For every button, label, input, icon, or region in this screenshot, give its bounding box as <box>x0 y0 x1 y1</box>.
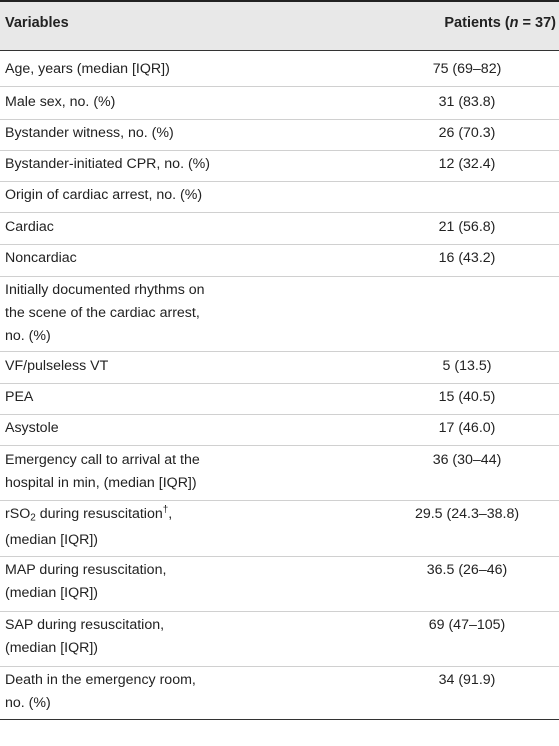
row-value: 69 (47–105) <box>428 617 506 633</box>
row-label: VF/pulseless VT <box>5 358 109 374</box>
row-value: 75 (69–82) <box>432 61 502 77</box>
label-text: during resuscitation <box>35 506 163 522</box>
row-divider <box>0 383 559 384</box>
row-label-line: MAP during resuscitation, <box>5 562 167 578</box>
row-label <box>5 614 295 660</box>
header-rule <box>0 50 559 51</box>
row-divider <box>0 150 559 151</box>
dagger-mark: † <box>162 504 169 516</box>
row-divider <box>0 181 559 182</box>
row-value: 21 (56.8) <box>438 219 496 235</box>
row-value: 34 (91.9) <box>438 672 496 688</box>
row-divider <box>0 500 559 501</box>
row-value: 29.5 (24.3–38.8) <box>414 506 520 522</box>
row-label-line: Death in the emergency room, <box>5 672 196 688</box>
row-value: 16 (43.2) <box>438 250 496 266</box>
header-patients-suffix: = 37) <box>518 15 556 31</box>
row-label-line: (median [IQR]) <box>5 640 99 656</box>
row-label <box>5 279 295 348</box>
row-label: Bystander witness, no. (%) <box>5 125 174 141</box>
row-divider <box>0 666 559 667</box>
row-label-line: (median [IQR]) <box>5 532 99 549</box>
row-divider <box>0 414 559 415</box>
label-text: rSO <box>5 506 31 522</box>
row-label-line: SAP during resuscitation, <box>5 617 165 633</box>
row-label-line: hospital in min, (median [IQR]) <box>5 475 197 491</box>
row-divider <box>0 611 559 612</box>
row-label <box>5 449 295 495</box>
row-label: Male sex, no. (%) <box>5 94 116 110</box>
row-label <box>5 503 295 552</box>
row-label: Origin of cardiac arrest, no. (%) <box>5 187 203 203</box>
row-divider <box>0 244 559 245</box>
row-label: Asystole <box>5 420 59 436</box>
row-label <box>5 669 295 715</box>
label-text: , <box>168 506 173 522</box>
row-divider <box>0 276 559 277</box>
row-divider <box>0 351 559 352</box>
row-label-line: no. (%) <box>5 328 51 344</box>
row-label <box>5 559 295 605</box>
row-label-line: the scene of the cardiac arrest, <box>5 305 200 321</box>
row-value: 12 (32.4) <box>438 156 496 172</box>
top-rule <box>0 0 559 2</box>
table-header <box>0 0 559 50</box>
row-label: Cardiac <box>5 219 54 235</box>
row-label-line: Initially documented rhythms on <box>5 282 205 298</box>
header-variables: Variables <box>5 15 69 31</box>
row-value: 36 (30–44) <box>432 452 502 468</box>
header-patients <box>444 15 556 31</box>
label-subscript: 2 <box>30 512 36 524</box>
row-value: 31 (83.8) <box>438 94 496 110</box>
row-label-line <box>5 503 295 529</box>
row-label: Age, years (median [IQR]) <box>5 61 170 77</box>
row-value: 26 (70.3) <box>438 125 496 141</box>
row-label: PEA <box>5 389 34 405</box>
header-patients-n: n <box>509 15 519 31</box>
row-divider <box>0 119 559 120</box>
row-divider <box>0 556 559 557</box>
row-label: Bystander-initiated CPR, no. (%) <box>5 156 211 172</box>
row-value: 15 (40.5) <box>438 389 496 405</box>
row-label-line: no. (%) <box>5 695 51 711</box>
row-label: Noncardiac <box>5 250 77 266</box>
row-label-line: (median [IQR]) <box>5 585 99 601</box>
row-divider <box>0 212 559 213</box>
bottom-rule <box>0 719 559 720</box>
row-label-line: Emergency call to arrival at the <box>5 452 200 468</box>
row-divider <box>0 86 559 87</box>
row-divider <box>0 445 559 446</box>
header-patients-prefix: Patients ( <box>444 15 510 31</box>
row-value: 17 (46.0) <box>438 420 496 436</box>
row-value: 36.5 (26–46) <box>426 562 508 578</box>
row-value: 5 (13.5) <box>442 358 492 374</box>
